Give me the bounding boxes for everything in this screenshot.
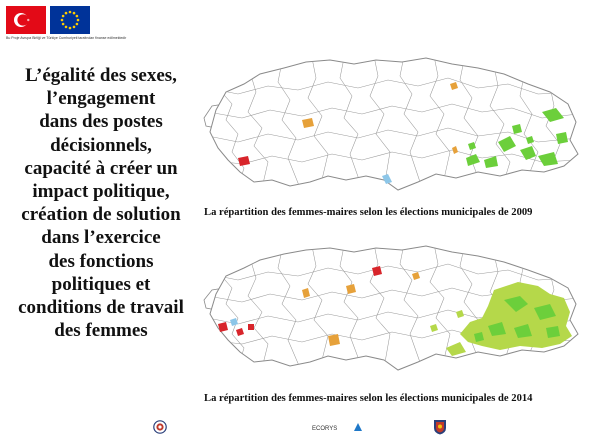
header-logos xyxy=(6,6,127,44)
headline-line: des femmes xyxy=(54,320,148,342)
ecorys-label: ECORYS xyxy=(312,426,338,432)
headline xyxy=(0,64,202,342)
headline-line: conditions de travail xyxy=(18,297,184,319)
headline-line: L’égalité des sexes, xyxy=(25,65,177,86)
turkey-outline-2009 xyxy=(204,56,578,190)
headline-line: impact politique, xyxy=(32,181,170,203)
gendarmerie-crest-icon xyxy=(433,419,447,435)
turkey-flag-icon xyxy=(6,6,46,34)
ecorys-logo xyxy=(312,421,362,433)
logo-caption: Bu Proje Avrupa Birliği ve Türkiye Cumhuriyeti tarafından finanse edilmektedir xyxy=(6,36,127,40)
map-2014 xyxy=(198,238,590,386)
headline-line: dans des postes xyxy=(39,111,163,133)
headline-line: politiques et xyxy=(51,273,151,295)
map-2009-caption: La répartition des femmes-maires selon les élections municipales de 2009 xyxy=(204,207,533,218)
headline-line: création de solution xyxy=(21,204,181,226)
eu-flag-icon xyxy=(50,6,90,34)
map-2014-caption: La répartition des femmes-maires selon les élections municipales de 2014 xyxy=(204,393,533,404)
headline-line: dans l’exercice xyxy=(41,227,161,249)
seal-icon xyxy=(153,420,167,434)
headline-line: capacité à créer un xyxy=(24,157,178,179)
map-2009 xyxy=(198,48,590,208)
headline-line: décisionnels, xyxy=(50,134,152,156)
headline-line: des fonctions xyxy=(48,250,154,272)
headline-line: l’engagement xyxy=(46,88,156,110)
